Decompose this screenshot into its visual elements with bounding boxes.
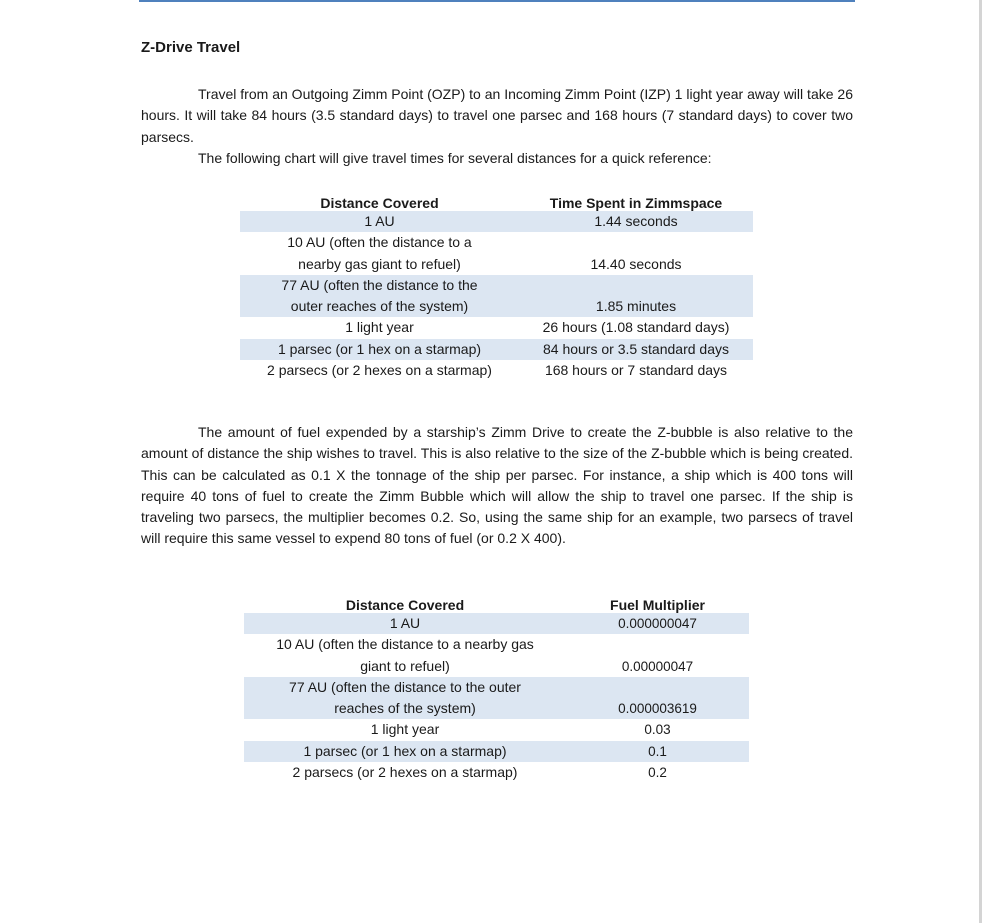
fuel-cell: 0.000003619 [566,677,749,720]
distance-line: 77 AU (often the distance to the outer [289,678,521,695]
distance-line: 10 AU (often the distance to a nearby gas [276,636,534,653]
time-cell: 168 hours or 7 standard days [544,362,728,379]
time-cell: 84 hours or 3.5 standard days [519,339,753,360]
table-row [240,339,753,360]
distance-cell: 2 parsecs (or 2 hexes on a starmap) [267,362,492,379]
column-header-distance: Distance Covered [345,597,465,613]
distance-line: giant to refuel) [360,657,450,674]
fuel-multiplier-table [244,592,749,783]
distance-cell [244,634,566,677]
table-row [244,634,749,677]
table-row [240,211,753,232]
fuel-cell: 0.00000047 [621,658,694,674]
distance-cell [240,232,519,275]
table-header-row [240,190,753,211]
column-header-distance: Distance Covered [320,195,439,211]
distance-cell: 1 AU [240,211,519,232]
time-cell: 1.85 minutes [519,275,753,318]
table-row [240,232,753,275]
table-row [240,275,753,318]
distance-cell: 1 AU [244,613,566,634]
distance-cell: 1 parsec (or 1 hex on a starmap) [240,339,519,360]
table-row [244,677,749,720]
section-heading: Z-Drive Travel [141,39,241,56]
table-row [244,741,749,762]
distance-line: nearby gas giant to refuel) [298,255,461,272]
distance-cell: 1 light year [370,721,440,738]
fuel-cell: 0.03 [644,722,671,738]
distance-cell [240,275,519,318]
distance-line: reaches of the system) [334,700,476,717]
table-row [244,613,749,634]
distance-cell [244,677,566,720]
time-cell: 1.44 seconds [519,211,753,232]
time-cell: 26 hours (1.08 standard days) [542,319,730,336]
column-header-fuel: Fuel Multiplier [610,597,705,613]
fuel-paragraph: The amount of fuel expended by a starship’s Zimm Drive to create the Z-bubble is also relative to the amount of distance the ship wishes to travel. This is also relative to the size of the Z-bubble which is being created. This can be calculated as 0.1 X the tonnage of the ship per parsec. For instance, a ship which is 400 tons will require 40 tons of fuel to create the Zimm Bubble which will allow the ship to travel one parsec. If the ship is traveling two parsecs, the multiplier becomes 0.2. So, using the same ship for an example, two parsecs of travel will require this same vessel to expend 80 tons of fuel (or 0.2 X 400). [141,424,853,547]
distance-line: outer reaches of the system) [290,298,469,315]
table-row [244,719,749,740]
fuel-cell: 0.1 [566,741,749,762]
time-cell: 14.40 seconds [590,255,682,272]
distance-line: 77 AU (often the distance to the [281,276,478,293]
distance-cell: 1 parsec (or 1 hex on a starmap) [244,741,566,762]
table-row [240,360,753,381]
column-header-time: Time Spent in Zimmspace [549,195,723,211]
fuel-cell: 0.2 [648,765,667,781]
distance-cell: 2 parsecs (or 2 hexes on a starmap) [292,764,518,781]
distance-line: 10 AU (often the distance to a [287,234,472,251]
table-row [244,762,749,783]
travel-time-table [240,190,753,381]
table-header-row [244,592,749,613]
intro-paragraph: Travel from an Outgoing Zimm Point (OZP) to an Incoming Zimm Point (IZP) 1 light year away will take 26 hours. It will take 84 hours (3.5 standard days) to travel one parsec and 168 hours (7 standard days) to cover two parsecs. [141,86,853,145]
distance-cell: 1 light year [345,319,414,336]
fuel-cell: 0.000000047 [566,613,749,634]
chart-intro-paragraph: The following chart will give travel times for several distances for a quick reference: [198,150,712,166]
table-row [240,317,753,338]
header-rule [139,0,855,2]
